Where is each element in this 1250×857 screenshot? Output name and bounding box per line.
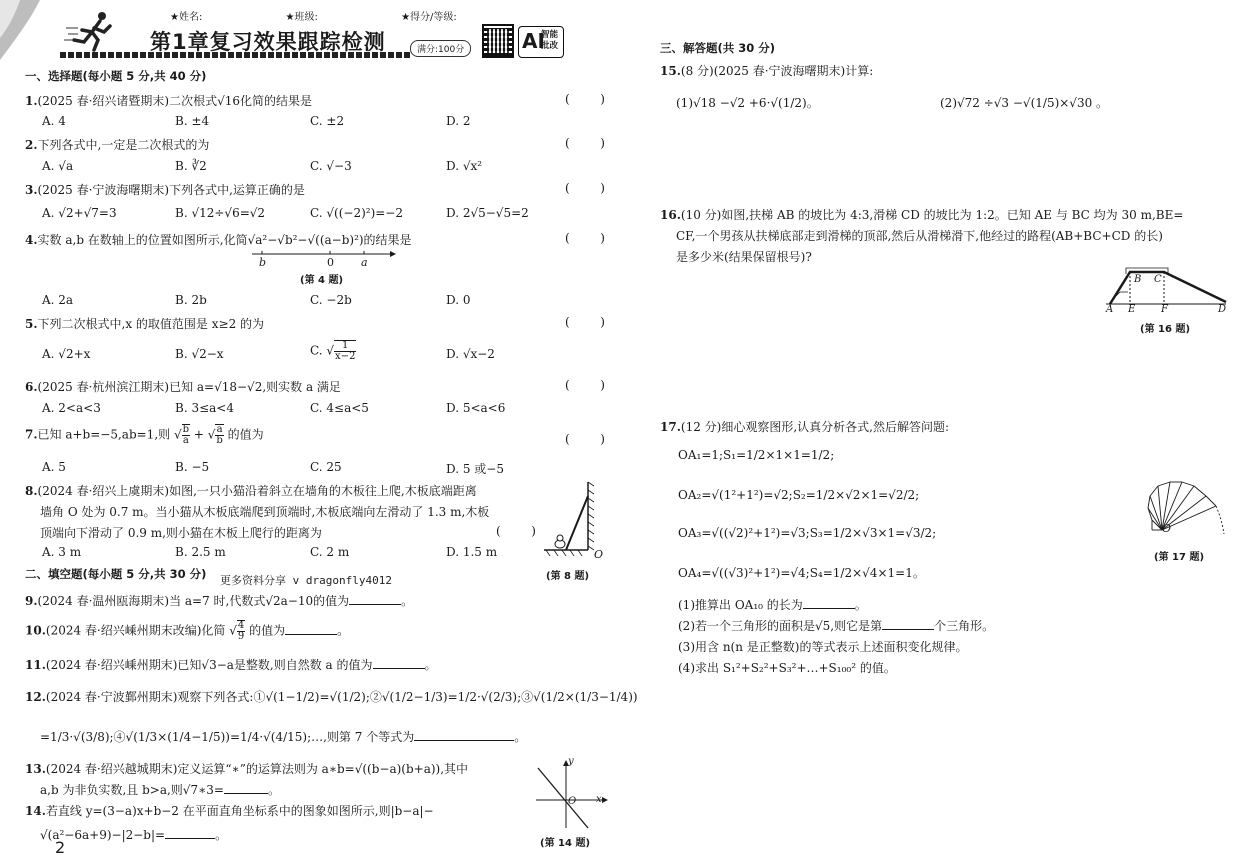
q11-stem: 11.(2024 春·绍兴嵊州期末)已知√3−a是整数,则自然数 a 的值为 。 xyxy=(25,658,437,672)
ai-grading-badge xyxy=(518,26,564,58)
q7-stem: 7.已知 a+b=−5,ab=1,则 √ $\frac{b}{a}$ + √ $\frac{a}{b}$ 的值为 xyxy=(25,424,264,446)
q8-option-c[interactable]: C. 2 m xyxy=(310,545,350,559)
q15-part2: (2)√72 ÷√3 −√(1/5)×√30 。 xyxy=(940,96,1109,110)
watermark: 更多资料分享 v dragonfly4012 xyxy=(220,574,392,587)
q2-option-b[interactable]: B. ∛2 xyxy=(175,159,207,173)
q3-option-b[interactable]: B. √12÷√6=√2 xyxy=(175,206,266,220)
q9-stem: 9.(2024 春·温州瓯海期末)当 a=7 时,代数式√2a−10的值为 。 xyxy=(25,594,414,608)
q14-stem-line2: √(a²−6a+9)−|2−b|= 。 xyxy=(40,828,228,842)
q15-part1: (1)√18 −√2 +6·√(1/2)。 xyxy=(676,96,819,110)
q8-stem-line1: 8.(2024 春·绍兴上虞期末)如图,一只小猫沿着斜立在墙角的木板往上爬,木板底端距离 xyxy=(25,484,477,498)
q4-option-c[interactable]: C. −2b xyxy=(310,293,352,307)
section-choice-title: 一、选择题(每小题 5 分,共 40 分) xyxy=(25,69,207,83)
q2-option-d[interactable]: D. √x² xyxy=(446,159,483,173)
q8-ladder-cat-figure xyxy=(540,478,600,556)
q16-label-b: B xyxy=(1134,274,1142,285)
q9-answer-blank[interactable] xyxy=(349,604,401,605)
q8-option-a[interactable]: A. 3 m xyxy=(42,545,82,559)
q5-option-a[interactable]: A. √2+x xyxy=(42,347,91,361)
q4-label-a: a xyxy=(361,256,368,269)
q17-label-o: O xyxy=(1162,522,1172,535)
section-fill-title: 二、填空题(每小题 5 分,共 30 分) xyxy=(25,567,207,581)
q17-sub4: (4)求出 S₁²+S₂²+S₃²+…+S₁₀₀² 的值。 xyxy=(678,661,896,675)
q16-stem-line1: 16.(10 分)如图,扶梯 AB 的坡比为 4:3,滑梯 CD 的坡比为 1:2。已知 AE 与 BC 均为 30 m,BE= xyxy=(660,208,1184,222)
score-label: ★得分/等级: xyxy=(401,12,457,23)
q1-option-a[interactable]: A. 4 xyxy=(42,114,66,128)
q6-answer-paren[interactable]: ( ) xyxy=(565,378,605,392)
q6-option-b[interactable]: B. 3≤a<4 xyxy=(175,401,234,415)
q4-label-0: 0 xyxy=(327,256,334,269)
q8-stem-line2: 墙角 O 处为 0.7 m。当小猫从木板底端爬到顶端时,木板底端向左滑动了 1.3 m,木板 xyxy=(40,505,490,519)
q4-stem: 4.实数 a,b 在数轴上的位置如图所示,化简√a²−√b²−√((a−b)²)的结果是 xyxy=(25,233,412,247)
q3-stem: 3.(2025 春·宁波海曙期末)下列各式中,运算正确的是 xyxy=(25,183,305,197)
q2-option-a[interactable]: A. √a xyxy=(42,159,74,173)
page-title: 第1章复习效果跟踪检测 xyxy=(150,30,386,54)
full-score-badge: 满分:100分 xyxy=(410,40,471,57)
q14-label-o: O xyxy=(568,796,577,807)
q1-option-c[interactable]: C. ±2 xyxy=(310,114,345,128)
q13-answer-blank[interactable] xyxy=(224,793,268,794)
q17-sub1-blank[interactable] xyxy=(803,608,855,609)
q16-label-d: D xyxy=(1218,304,1227,315)
q4-figure-caption: (第 4 题) xyxy=(300,275,344,286)
q7-option-d[interactable]: D. 5 或−5 xyxy=(446,462,504,476)
student-info-row xyxy=(170,8,457,23)
q17-eq3: OA₃=√((√2)²+1²)=√3;S₃=1/2×√3×1=√3/2; xyxy=(678,526,937,540)
q8-figure-caption: (第 8 题) xyxy=(546,571,590,582)
q2-option-c[interactable]: C. √−3 xyxy=(310,159,352,173)
q3-answer-paren[interactable]: ( ) xyxy=(565,181,605,195)
q17-sub3: (3)用含 n(n 是正整数)的等式表示上述面积变化规律。 xyxy=(678,640,968,654)
ai-badge-text: 智能批改 xyxy=(541,30,559,51)
q6-option-c[interactable]: C. 4≤a<5 xyxy=(310,401,369,415)
q7-option-b[interactable]: B. −5 xyxy=(175,460,210,474)
runner-icon xyxy=(64,10,124,52)
q13-stem-line2: a,b 为非负实数,且 b>a,则√7∗3= 。 xyxy=(40,783,280,797)
q7-option-a[interactable]: A. 5 xyxy=(42,460,66,474)
q15-stem: 15.(8 分)(2025 春·宁波海曙期末)计算: xyxy=(660,64,874,78)
q17-spiral-figure xyxy=(1136,474,1232,536)
q4-number-line-figure xyxy=(250,248,400,268)
name-label: ★姓名: xyxy=(170,12,203,23)
q8-answer-paren[interactable]: ( ) xyxy=(496,524,536,538)
q4-option-d[interactable]: D. 0 xyxy=(446,293,471,307)
q8-label-o: O xyxy=(594,548,604,561)
q2-stem: 2.下列各式中,一定是二次根式的为 xyxy=(25,138,210,152)
q17-eq1: OA₁=1;S₁=1/2×1×1=1/2; xyxy=(678,448,835,462)
q3-option-a[interactable]: A. √2+√7=3 xyxy=(42,206,117,220)
q16-stem-line3: 是多少米(结果保留根号)? xyxy=(676,250,812,264)
q12-answer-blank[interactable] xyxy=(414,740,514,741)
q14-label-x: x xyxy=(596,794,602,805)
class-label: ★班级: xyxy=(285,12,318,23)
q4-label-b: b xyxy=(259,256,267,269)
q4-answer-paren[interactable]: ( ) xyxy=(565,231,605,245)
section-answer-title: 三、解答题(共 30 分) xyxy=(660,41,776,55)
q14-label-y: y xyxy=(568,756,574,767)
q17-eq2: OA₂=√(1²+1²)=√2;S₂=1/2×√2×1=√2/2; xyxy=(678,488,920,502)
q4-option-b[interactable]: B. 2b xyxy=(175,293,207,307)
q17-sub2: (2)若一个三角形的面积是√5,则它是第 个三角形。 xyxy=(678,619,995,633)
q6-stem: 6.(2025 春·杭州滨江期末)已知 a=√18−√2,则实数 a 满足 xyxy=(25,380,341,394)
q16-figure-caption: (第 16 题) xyxy=(1140,324,1191,335)
q1-option-b[interactable]: B. ±4 xyxy=(175,114,210,128)
q5-option-b[interactable]: B. √2−x xyxy=(175,347,224,361)
q1-answer-paren[interactable]: ( ) xyxy=(565,92,605,106)
q1-option-d[interactable]: D. 2 xyxy=(446,114,471,128)
q14-figure-caption: (第 14 题) xyxy=(540,838,591,849)
q10-stem: 10.(2024 春·绍兴嵊州期末改编)化简 √ $\frac{4}{9}$ 的值为 。 xyxy=(25,620,350,642)
q8-stem-line3: 顶端向下滑动了 0.9 m,则小猫在木板上爬行的距离为 xyxy=(40,526,322,540)
q8-option-d[interactable]: D. 1.5 m xyxy=(446,545,498,559)
q6-option-d[interactable]: D. 5<a<6 xyxy=(446,401,506,415)
q3-option-c[interactable]: C. √((−2)²)=−2 xyxy=(310,206,403,220)
q11-answer-blank[interactable] xyxy=(373,668,425,669)
q16-label-f: F xyxy=(1161,304,1168,315)
q2-answer-paren[interactable]: ( ) xyxy=(565,136,605,150)
q17-eq4: OA₄=√((√3)²+1²)=√4;S₄=1/2×√4×1=1。 xyxy=(678,566,925,580)
q5-c-fraction: $\frac{1}{x-2}$ xyxy=(335,340,356,362)
q8-option-b[interactable]: B. 2.5 m xyxy=(175,545,226,559)
q12-stem-line2: =1/3·√(3/8);④√(1/3×(1/4−1/5))=1/4·√(4/15);…,则第 7 个等式为 。 xyxy=(40,730,527,744)
q16-stem-line2: CF,一个男孩从扶梯底部走到滑梯的顶部,然后从滑梯滑下,他经过的路程(AB+BC+CD 的长) xyxy=(676,229,1163,243)
q12-stem-line1: 12.(2024 春·宁波鄞州期末)观察下列各式:①√(1−1/2)=√(1/2);②√(1/2−1/3)=1/2·√(2/3);③√(1/2×(1/3−1/4)) xyxy=(25,690,638,704)
q7-option-c[interactable]: C. 25 xyxy=(310,460,342,474)
q16-label-a: A xyxy=(1106,304,1114,315)
q17-sub1: (1)推算出 OA₁₀ 的长为 。 xyxy=(678,598,867,612)
q5-option-d[interactable]: D. √x−2 xyxy=(446,347,495,361)
q16-label-e: E xyxy=(1128,304,1136,315)
q16-label-c: C xyxy=(1154,274,1162,285)
q14-answer-blank[interactable] xyxy=(165,838,215,839)
q4-option-a[interactable]: A. 2a xyxy=(42,293,74,307)
q17-sub2-blank[interactable] xyxy=(882,629,934,630)
ai-logo: AI xyxy=(522,29,545,53)
q5-answer-paren[interactable]: ( ) xyxy=(565,315,605,329)
q5-stem: 5.下列二次根式中,x 的取值范围是 x≥2 的为 xyxy=(25,317,265,331)
q6-option-a[interactable]: A. 2<a<3 xyxy=(42,401,101,415)
q14-stem-line1: 14.若直线 y=(3−a)x+b−2 在平面直角坐标系中的图象如图所示,则|b−a|− xyxy=(25,804,434,818)
qr-code-icon xyxy=(482,24,514,58)
q10-answer-blank[interactable] xyxy=(285,634,337,635)
page-number: 2 xyxy=(55,838,66,857)
q17-figure-caption: (第 17 题) xyxy=(1154,552,1205,563)
q13-stem-line1: 13.(2024 春·绍兴越城期末)定义运算“∗”的运算法则为 a∗b=√((b−a)(b+a)),其中 xyxy=(25,762,469,776)
q5-option-c[interactable]: C. √ $\frac{1}{x-2}$ xyxy=(310,340,356,362)
header-band xyxy=(0,0,640,64)
q7-answer-paren[interactable]: ( ) xyxy=(565,432,605,446)
q3-option-d[interactable]: D. 2√5−√5=2 xyxy=(446,206,529,220)
q1-stem: 1.(2025 春·绍兴诸暨期末)二次根式√16化简的结果是 xyxy=(25,94,312,108)
q17-stem: 17.(12 分)细心观察图形,认真分析各式,然后解答问题: xyxy=(660,420,950,434)
